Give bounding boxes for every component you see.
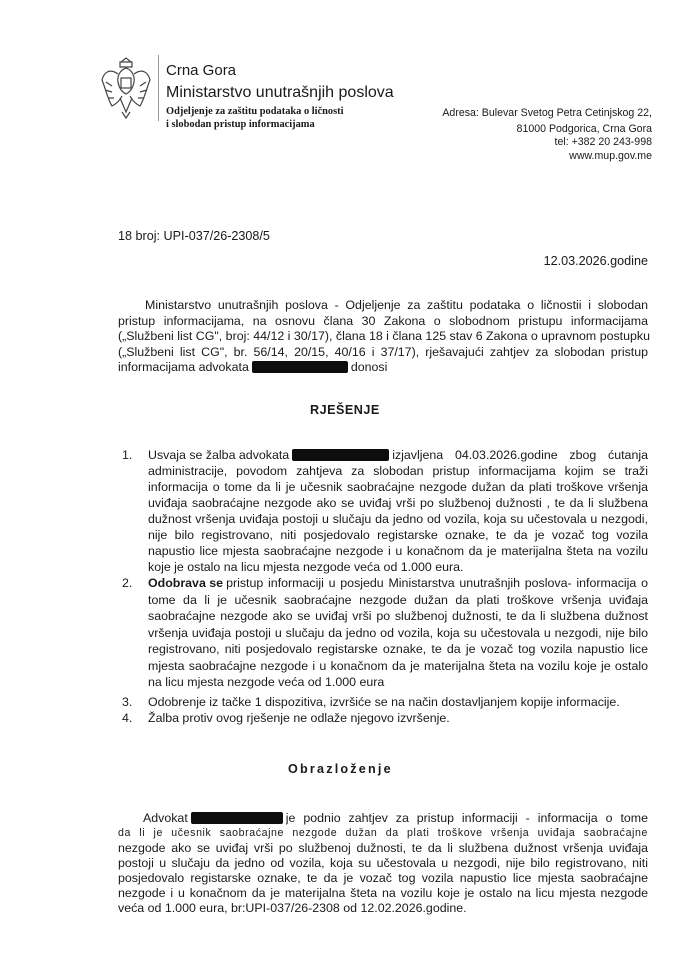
text-line [118,359,648,375]
text-line [148,447,648,463]
text-line: vršenja uviđaja postoji u slučaju da jedno od vozila, koja su učestovala u nezgodi, nije bilo [148,625,648,640]
redacted-name [292,449,389,461]
document-date: 12.03.2026.godine [543,254,648,268]
text-line: postoji u slučaju da jedno od vozila, koja su učestovala u nezgodi, nije bilo registrovano, niti [118,856,648,870]
text-line: na licu mjesta nezgode veća od 1.000 eura [148,675,385,689]
bold-lead: Odobrava se [148,576,224,590]
reference-number: 18 broj: UPI-037/26-2308/5 [118,229,270,243]
country-name: Crna Gora [166,62,237,79]
phone: tel: +382 20 243-998 [554,136,652,148]
text-line: tome da li je učesnik saobraćajne nezgode dužan da plati troškove vršenja uviđaja [148,592,648,607]
text-before-redaction: Usvaja se žalba advokata [148,448,290,462]
text-line: mjesta saobraćajne nezgode i u konačnom da je materijalna šteta na vozilu koje je ostalo [148,658,648,673]
text-line: nezgode i u konačnom da je materijalna šteta na vozilu koje je ostalo na licu mjesta nezgode [118,886,648,900]
text-line: administracije, povodom zahtjeva za slobodan pristup informacijama kojim se traži [148,464,648,478]
text-line: veća od 1.000 eura, br:UPI-037/26-2308 od 12.02.2026.godine. [118,901,467,915]
text-after-redaction: je podnio zahtjev za pristup informaciji - informacija o tome [285,811,648,825]
text-line: koje je ostalo na licu mjesta nezgode veća od 1.000 eura. [148,560,464,574]
text-line: („Službeni list CG", broj: 44/12 i 30/17), člana 18 i člana 125 stav 6 Zakona o upravnom postupku [118,329,650,343]
department-line-1: Odjeljenje za zaštitu podataka o ličnosti [166,106,344,117]
website: www.mup.gov.me [569,150,652,162]
text-before-redaction: informacijama advokata [118,360,249,374]
text-line: da li je učesnik saobraćajne nezgode dužan da plati troškove vršenja uviđaja saobraćajne [118,827,648,839]
text-line: posjedovalo registarske oznake, te da je vozač tog vozila napustio lice mjesta saobraćajne [118,871,648,885]
item-number: 1. [122,448,133,462]
text-after-redaction: donosi [350,360,388,374]
department-line-2: i slobodan pristup informacijama [166,119,315,130]
redacted-name [191,812,283,824]
text-line: pristup informacijama, na osnovu člana 30 Zakona o slobodnom pristupu informacijama [118,313,648,328]
decision-title: RJEŠENJE [310,403,380,417]
item-number: 3. [122,695,133,709]
coat-of-arms-icon [100,54,152,120]
text-line: Odobrenje iz tačke 1 dispozitiva, izvršiće se na način dostavljanjem kopije informacije. [148,695,620,709]
address-line: Adresa: Bulevar Svetog Petra Cetinjskog 22, [442,107,652,119]
address-city: 81000 Podgorica, Crna Gora [516,123,652,135]
item-number: 2. [122,576,133,590]
text-line: dužnost vršenja uviđaja postoji u slučaju da jedno od vozila, koja su učestovala u nezgodi, [148,512,648,526]
text-line: registrovano, niti posjedovalo registarske oznake, te da je vozač tog vozila napustio lice [148,642,648,656]
text-line: Ministarstvo unutrašnjih poslova - Odjeljenje za zaštitu podataka o ličnostii i slobodan [145,298,648,312]
ministry-name: Ministarstvo unutrašnjih poslova [166,84,394,101]
redacted-name [252,361,348,373]
text-line: („Službeni list CG", br. 56/14, 20/15, 40/16 i 37/17), rješavajući zahtjev za slobodan pristup [118,344,648,359]
text-line [143,810,648,826]
letterhead-divider [158,55,159,121]
text-line: saobraćajne nezgode ako se uviđaj vrši po službenoj dužnosti, te da li službena dužnost [148,609,648,623]
text-line: nezgode ako se uviđaj vrši po službenoj dužnosti, te da li službena dužnost vršenja uviđaja [118,841,648,855]
reasoning-title: Obrazloženje [288,762,393,776]
text: pristup informaciji u posjedu Ministarstva unutrašnjih poslova- informacija o [226,576,648,590]
text-line: Žalba protiv ovog rješenje ne odlaže njegovo izvršenje. [148,711,450,725]
text-line [148,575,648,591]
text-before-redaction: Advokat [143,811,188,825]
text-line: napustio lice mjesta saobraćajne nezgode i u konačnom da je materijalna šteta na vozilu [148,544,648,558]
text-line: nije bilo registrovano, niti posjedovalo registarske oznake, te da je vozač tog vozila [148,528,648,542]
text-after-redaction: izjavljena 04.03.2026.godine zbog ćutanja [392,448,648,462]
text-line: uviđaja saobraćajne nezgode ako se uviđaj vrši po službenoj dužnosti , te da li službena [148,496,648,510]
item-number: 4. [122,711,133,725]
text-line: informacija o tome da li je učesnik saobraćajne nezgode dužan da plati troškove vršenja [148,480,648,494]
